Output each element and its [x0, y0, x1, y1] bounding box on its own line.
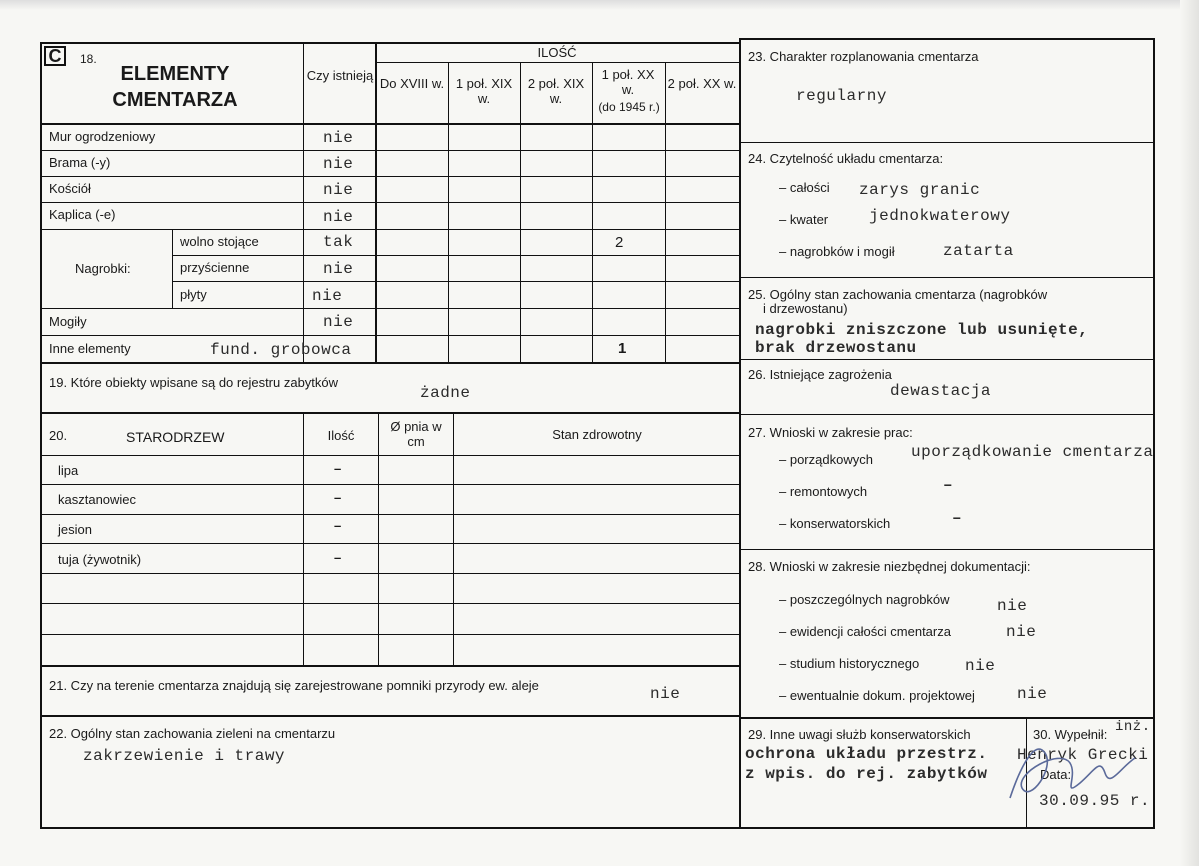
row-value-brama: nie: [323, 155, 354, 173]
s27-item-value: uporządkowanie cmentarza: [911, 443, 1154, 461]
nagrobki-plyty-label: płyty: [180, 287, 207, 302]
grid-line: [453, 412, 454, 666]
grid-line: [40, 573, 741, 574]
tree-name: jesion: [58, 522, 92, 537]
s23-label: 23. Charakter rozplanowania cmentarza: [748, 49, 979, 64]
section-title-line2: CMENTARZA: [112, 89, 238, 111]
s19-value: żadne: [420, 384, 471, 402]
grid-line: [448, 62, 449, 362]
tree-count: –: [334, 550, 342, 565]
row-label-mur: Mur ogrodzeniowy: [49, 129, 156, 144]
s20-title: STARODRZEW: [126, 429, 225, 445]
row-label-kosciol: Kościół: [49, 181, 91, 196]
ilosc-header: ILOŚĆ: [537, 45, 577, 60]
grid-line: [739, 142, 1155, 143]
nagrobki-przyscienne-value: nie: [323, 260, 354, 278]
grid-line: [40, 514, 741, 515]
grid-line: [739, 359, 1155, 360]
nagrobki-wolno-value: tak: [323, 233, 354, 251]
s28-item-value: nie: [965, 657, 996, 675]
s25-label-line2: i drzewostanu): [763, 301, 848, 316]
section-20-table: [40, 412, 741, 667]
s24-item-value: zatarta: [943, 242, 1014, 260]
grid-line: [40, 543, 741, 544]
grid-line: [40, 308, 741, 309]
grid-line: [40, 123, 741, 125]
s27-item-value: –: [943, 476, 954, 494]
s27-label: 27. Wnioski w zakresie prac:: [748, 425, 913, 440]
s23-value: regularny: [796, 87, 887, 105]
s24-label: 24. Czytelność układu cmentarza:: [748, 151, 944, 166]
grid-line: [303, 412, 304, 666]
mogily-label: Mogiły: [49, 314, 87, 329]
period-header: Do XVIII w.: [379, 76, 445, 91]
scan-edge: [1180, 0, 1199, 866]
s30-date-label: Data:: [1040, 767, 1072, 782]
s20-col-stan: Stan zdrowotny: [552, 427, 642, 442]
s20-number: 20.: [49, 428, 68, 443]
s26-label: 26. Istniejące zagrożenia: [748, 367, 892, 382]
inne-value: fund. grobowca: [210, 341, 352, 359]
s29-value-line1: ochrona układu przestrz.: [745, 745, 988, 763]
s25-label-line1: 25. Ogólny stan zachowania cmentarza (nagrobków: [748, 287, 1048, 302]
s30-label: 30. Wypełnił:: [1033, 727, 1108, 742]
grid-line: [40, 335, 741, 336]
nagrobki-plyty-value: nie: [312, 287, 343, 305]
s28-label: 28. Wnioski w zakresie niezbędnej dokumentacji:: [748, 559, 1031, 574]
s24-item-value: jednokwaterowy: [869, 207, 1011, 225]
nagrobki-wolno-label: wolno stojące: [180, 234, 259, 249]
scan-shadow: [0, 0, 1199, 10]
inne-label: Inne elementy: [49, 341, 131, 356]
s21-label: 21. Czy na terenie cmentarza znajdują się zarejestrowane pomniki przyrody ew. aleje: [49, 678, 539, 693]
row-value-kaplica: nie: [323, 208, 354, 226]
s29-value-line2: z wpis. do rej. zabytków: [745, 765, 988, 783]
s28-item-value: nie: [1006, 623, 1037, 641]
s27-item-value: –: [952, 509, 963, 527]
period-header: 1 poł. XIX w.: [455, 76, 513, 106]
s22-label: 22. Ogólny stan zachowania zieleni na cmentarzu: [49, 726, 336, 741]
s29-label: 29. Inne uwagi służb konserwatorskich: [748, 727, 971, 742]
tree-name: tuja (żywotnik): [58, 552, 142, 567]
tree-count: –: [334, 490, 342, 505]
grid-line: [40, 455, 741, 456]
s27-item-label: – remontowych: [779, 484, 868, 499]
grid-line: [40, 603, 741, 604]
s24-item-label: – kwater: [779, 212, 829, 227]
grid-line: [172, 281, 741, 282]
row-value-mur: nie: [323, 129, 354, 147]
grid-line: [40, 229, 741, 230]
period-header-note: (do 1945 r.): [598, 100, 660, 114]
s28-item-label: – ewidencji całości cmentarza: [779, 624, 951, 639]
grid-line: [739, 549, 1155, 550]
tree-name: kasztanowiec: [58, 492, 137, 507]
s24-item-label: – nagrobków i mogił: [779, 244, 895, 259]
period-header: 2 poł. XIX w.: [527, 76, 585, 106]
czy-istnieja-header: Czy istnieją: [306, 68, 374, 83]
s27-item-label: – porządkowych: [779, 452, 873, 467]
tree-count: –: [334, 461, 342, 476]
s20-col-pnia: Ø pnia w cm: [390, 419, 442, 449]
row-label-kaplica: Kaplica (-e): [49, 207, 116, 222]
s30-name: Henryk Grecki: [1017, 746, 1149, 764]
s24-item-value: zarys granic: [859, 181, 981, 199]
section-title-line1: ELEMENTY: [120, 63, 230, 85]
grid-line: [378, 412, 379, 666]
grid-line: [739, 717, 1155, 719]
grid-line: [172, 229, 173, 308]
s25-value-line1: nagrobki zniszczone lub usunięte,: [755, 321, 1089, 339]
period-header: 1 poł. XX w.: [601, 67, 655, 97]
s30-date: 30.09.95 r.: [1039, 792, 1151, 810]
s28-item-value: nie: [997, 597, 1028, 615]
s24-item-label: – całości: [779, 180, 830, 195]
grid-line: [592, 62, 593, 362]
s28-item-label: – studium historycznego: [779, 656, 920, 671]
grid-line: [520, 62, 521, 362]
s20-col-ilosc: Ilość: [327, 428, 355, 443]
s21-value: nie: [650, 685, 681, 703]
grid-line: [172, 255, 741, 256]
s28-item-value: nie: [1017, 685, 1048, 703]
nagrobki-label: Nagrobki:: [75, 261, 131, 276]
period-header: 2 poł. XX w.: [667, 76, 737, 91]
s25-value-line2: brak drzewostanu: [755, 339, 917, 357]
inne-count: 1: [618, 340, 627, 357]
grid-line: [40, 634, 741, 635]
s30-title: inż.: [1115, 719, 1151, 735]
grid-line: [40, 202, 741, 203]
grid-line: [40, 484, 741, 485]
row-label-brama: Brama (-y): [49, 155, 111, 170]
section-letter: C: [44, 46, 66, 66]
tree-count: –: [334, 518, 342, 533]
s22-value: zakrzewienie i trawy: [83, 747, 286, 765]
row-value-kosciol: nie: [323, 181, 354, 199]
s26-value: dewastacja: [890, 382, 992, 400]
nagrobki-przyscienne-label: przyścienne: [180, 260, 250, 275]
mogily-value: nie: [323, 313, 354, 331]
grid-line: [40, 150, 741, 151]
grid-line: [739, 277, 1155, 278]
s28-item-label: – ewentualnie dokum. projektowej: [779, 688, 975, 703]
s27-item-label: – konserwatorskich: [779, 516, 891, 531]
s19-label: 19. Które obiekty wpisane są do rejestru zabytków: [49, 375, 339, 390]
grid-line: [739, 414, 1155, 415]
signature-mark: [1000, 728, 1150, 808]
grid-line: [375, 62, 739, 63]
section-number: 18.: [80, 52, 97, 66]
s28-item-label: – poszczególnych nagrobków: [779, 592, 950, 607]
tree-name: lipa: [58, 463, 79, 478]
grid-line: [40, 176, 741, 177]
grid-line: [665, 62, 666, 362]
nagrobki-wolno-count: 2: [615, 234, 624, 251]
